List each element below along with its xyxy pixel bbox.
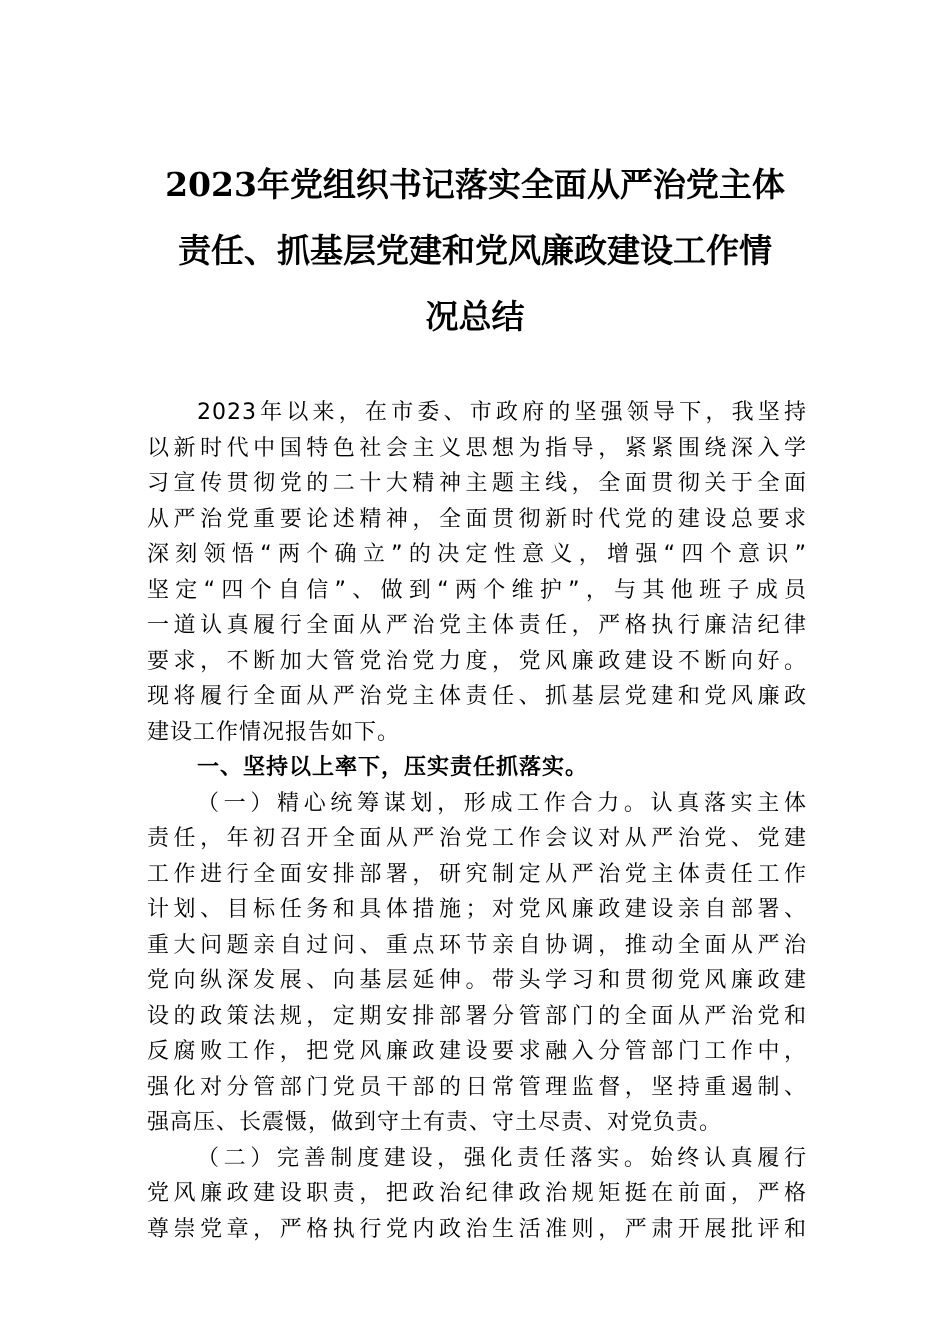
paragraph-line: 党向纵深发展、向基层延伸。带头学习和贯彻党风廉政建: [147, 968, 807, 993]
paragraph-line: （二）完善制度建设，强化责任落实。始终认真履行: [197, 1145, 807, 1171]
paragraph-line: 从严治党重要论述精神，全面贯彻新时代党的建设总要求: [147, 506, 807, 532]
paragraph-line: 责任，年初召开全面从严治党工作会议对从严治党、党建: [147, 826, 807, 851]
paragraph-line: 以新时代中国特色社会主义思想为指导，紧紧围绕深入学: [147, 435, 807, 461]
paragraph-line: 重大问题亲自过问、重点环节亲自协调，推动全面从严治: [147, 932, 807, 958]
document-body: [147, 395, 807, 1247]
paragraph-line: 计划、目标任务和具体措施；对党风廉政建设亲自部署、: [147, 897, 807, 922]
document-title: [120, 152, 830, 350]
paragraph-line: 反腐败工作，把党风廉政建设要求融入分管部门工作中，: [147, 1039, 807, 1064]
paragraph-line: 2023年以来，在市委、市政府的坚强领导下，我坚持: [197, 400, 807, 425]
section-heading: 一、坚持以上率下，压实责任抓落实。: [197, 755, 589, 780]
paragraph-line: 深刻领悟“两个确立”的决定性意义，增强“四个意识”: [147, 542, 807, 567]
paragraph-line: 强高压、长震慑，做到守土有责、守土尽责、对党负责。: [147, 1110, 723, 1135]
title-line: 责任、抓基层党建和党风廉政建设工作情: [178, 231, 772, 270]
paragraph-line: 一道认真履行全面从严治党主体责任，严格执行廉洁纪律: [147, 613, 807, 638]
paragraph-line: 要求，不断加大管党治党力度，党风廉政建设不断向好。: [147, 648, 807, 674]
paragraph-line: （一）精心统筹谋划，形成工作合力。认真落实主体: [197, 790, 807, 816]
title-line: 况总结: [425, 297, 525, 336]
paragraph-line: 尊崇党章，严格执行党内政治生活准则，严肃开展批评和: [147, 1216, 807, 1242]
paragraph-line: 强化对分管部门党员干部的日常管理监督，坚持重遏制、: [147, 1074, 807, 1100]
paragraph-line: 坚定“四个自信”、做到“两个维护”，与其他班子成员: [147, 577, 807, 603]
title-line: 2023年党组织书记落实全面从严治党主体: [165, 165, 785, 204]
paragraph-line: 建设工作情况报告如下。: [147, 719, 401, 745]
paragraph-line: 工作进行全面安排部署，研究制定从严治党主体责任工作: [147, 861, 807, 887]
paragraph-line: 现将履行全面从严治党主体责任、抓基层党建和党风廉政: [147, 684, 807, 709]
paragraph-line: 习宣传贯彻党的二十大精神主题主线，全面贯彻关于全面: [147, 471, 807, 496]
paragraph-line: 设的政策法规，定期安排部署分管部门的全面从严治党和: [147, 1003, 807, 1029]
paragraph-line: 党风廉政建设职责，把政治纪律政治规矩挺在前面，严格: [147, 1181, 807, 1206]
